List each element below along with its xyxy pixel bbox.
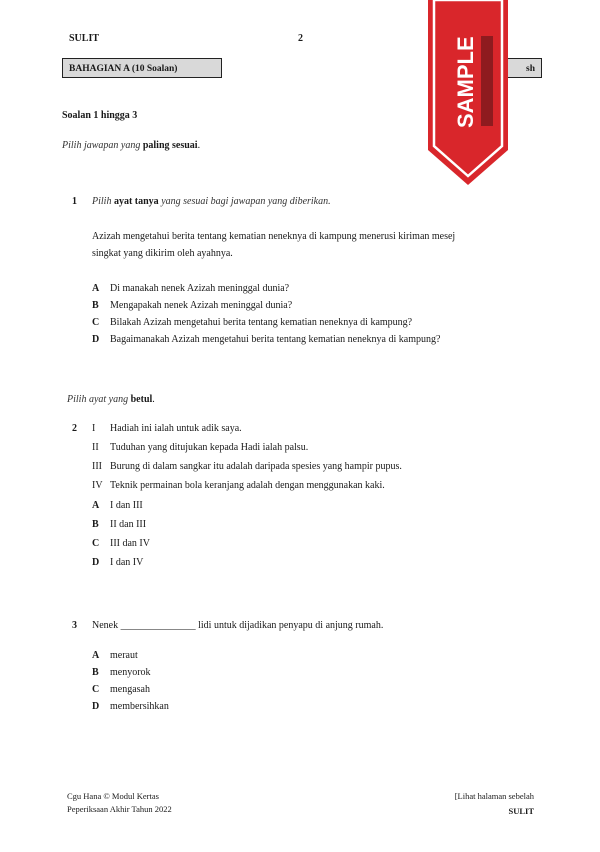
q2-option bbox=[92, 519, 146, 530]
section-title-box bbox=[62, 58, 222, 78]
q2-statement bbox=[92, 480, 385, 491]
q2-statement-text: Burung di dalam sangkar itu adalah daripada spesies yang hampir pupus. bbox=[110, 461, 402, 472]
q2-number: 2 bbox=[72, 423, 77, 434]
q1-prompt-pre: Pilih bbox=[92, 196, 112, 207]
intro-instruction-post: . bbox=[197, 140, 201, 151]
q2-statement-roman: II bbox=[92, 442, 99, 453]
sample-watermark-text: SAMPLE bbox=[453, 36, 478, 128]
q2-instruction-bold: betul bbox=[130, 394, 153, 405]
footer-source-line2: Peperiksaan Akhir Tahun 2022 bbox=[67, 804, 172, 814]
q1-passage-line2: singkat yang dikirim oleh ayahnya. bbox=[92, 248, 233, 259]
section-title: BAHAGIAN A (10 Soalan) bbox=[69, 64, 178, 74]
q2-statement bbox=[92, 423, 242, 434]
q1-option-letter: D bbox=[92, 334, 100, 345]
q1-option bbox=[92, 334, 440, 345]
q3-option bbox=[92, 684, 150, 695]
intro-instruction-pre: Pilih jawapan yang bbox=[62, 140, 141, 151]
q1-prompt bbox=[92, 196, 331, 207]
q2-statement bbox=[92, 442, 308, 453]
q2-option-letter: C bbox=[92, 538, 100, 549]
q2-option bbox=[92, 557, 143, 568]
q2-statement-roman: IV bbox=[92, 480, 103, 491]
q3-option-text: mengasah bbox=[110, 684, 150, 695]
q3-option-text: membersihkan bbox=[110, 701, 169, 712]
q2-statement-roman: I bbox=[92, 423, 96, 434]
q2-option bbox=[92, 538, 150, 549]
footer-next-page: [Lihat halaman sebelah bbox=[454, 791, 534, 801]
page-number: 2 bbox=[298, 33, 303, 44]
q1-prompt-bold: ayat tanya bbox=[113, 196, 159, 207]
q2-statement-text: Tuduhan yang ditujukan kepada Hadi ialah palsu. bbox=[110, 442, 309, 453]
q2-option-text: I dan III bbox=[110, 500, 143, 511]
q3-blank: _______________ bbox=[120, 620, 196, 631]
q3-option-text: meraut bbox=[110, 650, 138, 661]
footer-confidential-label: SULIT bbox=[508, 806, 534, 816]
q1-option-letter: A bbox=[92, 283, 100, 294]
intro-instruction bbox=[62, 140, 200, 151]
section-right-text: sh bbox=[526, 64, 535, 74]
q3-option bbox=[92, 650, 138, 661]
header-confidential-label: SULIT bbox=[69, 33, 100, 44]
q2-statement-roman: III bbox=[92, 461, 102, 472]
q1-option bbox=[92, 317, 412, 328]
q3-stem-post: lidi untuk dijadikan penyapu di anjung rumah. bbox=[198, 620, 384, 631]
q1-option-letter: B bbox=[92, 300, 99, 311]
sample-watermark-ribbon bbox=[428, 0, 508, 185]
q2-instruction-post: . bbox=[152, 394, 155, 405]
q2-option-letter: A bbox=[92, 500, 100, 511]
q2-statement-text: Hadiah ini ialah untuk adik saya. bbox=[110, 423, 242, 434]
q1-passage-line1: Azizah mengetahui berita tentang kematian neneknya di kampung menerusi kiriman mesej bbox=[92, 231, 456, 242]
q1-prompt-post: yang sesuai bagi jawapan yang diberikan. bbox=[161, 196, 331, 207]
q2-instruction bbox=[67, 394, 155, 405]
q1-option-letter: C bbox=[92, 317, 100, 328]
q2-statement bbox=[92, 461, 402, 472]
q3-stem bbox=[92, 620, 383, 631]
q1-option-text: Mengapakah nenek Azizah meninggal dunia? bbox=[110, 300, 293, 311]
q2-option-letter: D bbox=[92, 557, 100, 568]
q3-option-letter: C bbox=[92, 684, 100, 695]
q3-stem-pre: Nenek bbox=[92, 620, 119, 631]
q2-instruction-pre: Pilih ayat yang bbox=[67, 394, 129, 405]
q1-option bbox=[92, 283, 289, 294]
q1-option-text: Bilakah Azizah mengetahui berita tentang kematian neneknya di kampung? bbox=[110, 317, 413, 328]
q1-number: 1 bbox=[72, 196, 77, 207]
q2-statement-text: Teknik permainan bola keranjang adalah dengan menggunakan kaki. bbox=[110, 480, 385, 491]
q3-option-text: menyorok bbox=[110, 667, 151, 678]
q1-option-text: Di manakah nenek Azizah meninggal dunia? bbox=[110, 283, 290, 294]
question-range: Soalan 1 hingga 3 bbox=[62, 110, 138, 121]
q2-option-text: II dan III bbox=[110, 519, 147, 530]
q1-option bbox=[92, 300, 292, 311]
q3-option bbox=[92, 667, 151, 678]
intro-instruction-bold: paling sesuai bbox=[142, 140, 198, 151]
q3-option-letter: D bbox=[92, 701, 100, 712]
q3-option-letter: B bbox=[92, 667, 99, 678]
q2-option-text: III dan IV bbox=[110, 538, 150, 549]
q3-option-letter: A bbox=[92, 650, 100, 661]
q3-option bbox=[92, 701, 169, 712]
q2-option-text: I dan IV bbox=[110, 557, 144, 568]
footer-source-line1: Cgu Hana © Modul Kertas bbox=[67, 791, 159, 801]
q1-option-text: Bagaimanakah Azizah mengetahui berita tentang kematian neneknya di kampung? bbox=[110, 334, 441, 345]
q2-option bbox=[92, 500, 143, 511]
q2-option-letter: B bbox=[92, 519, 99, 530]
q3-number: 3 bbox=[72, 620, 77, 631]
